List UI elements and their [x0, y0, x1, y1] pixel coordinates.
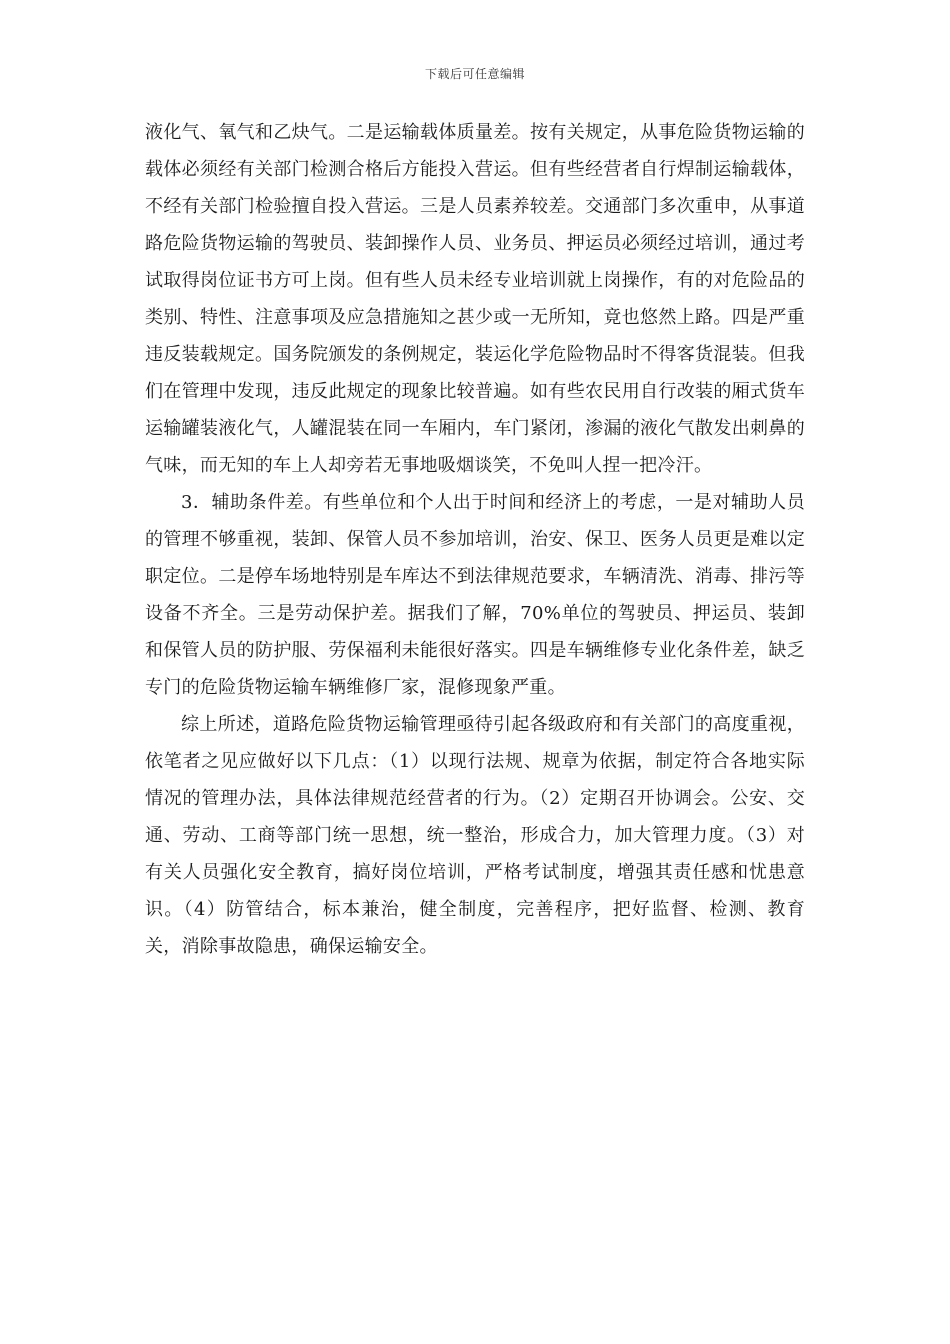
- paragraph-3: 综上所述，道路危险货物运输管理亟待引起各级政府和有关部门的高度重视，依笔者之见应做好以下几点：（1）以现行法规、规章为依据，制定符合各地实际情况的管理办法，具体法律规范经营者的行为。（2）定期召开协调会。公安、交通、劳动、工商等部门统一思想，统一整治，形成合力，加大管理力度。（3）对有关人员强化安全教育，搞好岗位培训，严格考试制度，增强其责任感和忧患意识。（4）防管结合，标本兼治，健全制度，完善程序，把好监督、检测、教育关，消除事故隐患，确保运输安全。: [145, 714, 805, 957]
- paragraph-2: 3．辅助条件差。有些单位和个人出于时间和经济上的考虑，一是对辅助人员的管理不够重视，装卸、保管人员不参加培训，治安、保卫、医务人员更是难以定职定位。二是停车场地特别是车库达不到法律规范要求，车辆清洗、消毒、排污等设备不齐全。三是劳动保护差。据我们了解，70%单位的驾驶员、押运员、装卸和保管人员的防护服、劳保福利未能很好落实。四是车辆维修专业化条件差，缺乏专门的危险货物运输车辆维修厂家，混修现象严重。: [145, 492, 805, 698]
- document-body: [145, 114, 805, 965]
- paragraph-1: 液化气、氧气和乙炔气。二是运输载体质量差。按有关规定，从事危险货物运输的载体必须经有关部门检测合格后方能投入营运。但有些经营者自行焊制运输载体，不经有关部门检验擅自投入营运。三是人员素养较差。交通部门多次重申，从事道路危险货物运输的驾驶员、装卸操作人员、业务员、押运员必须经过培训，通过考试取得岗位证书方可上岗。但有些人员未经专业培训就上岗操作，有的对危险品的类别、特性、注意事项及应急措施知之甚少或一无所知，竟也悠然上路。四是严重违反装载规定。国务院颁发的条例规定，装运化学危险物品时不得客货混装。但我们在管理中发现，违反此规定的现象比较普遍。如有些农民用自行改装的厢式货车运输罐装液化气，人罐混装在同一车厢内，车门紧闭，渗漏的液化气散发出刺鼻的气味，而无知的车上人却旁若无事地吸烟谈笑，不免叫人捏一把冷汗。: [145, 122, 805, 476]
- page-header: 下载后可任意编辑: [424, 67, 525, 81]
